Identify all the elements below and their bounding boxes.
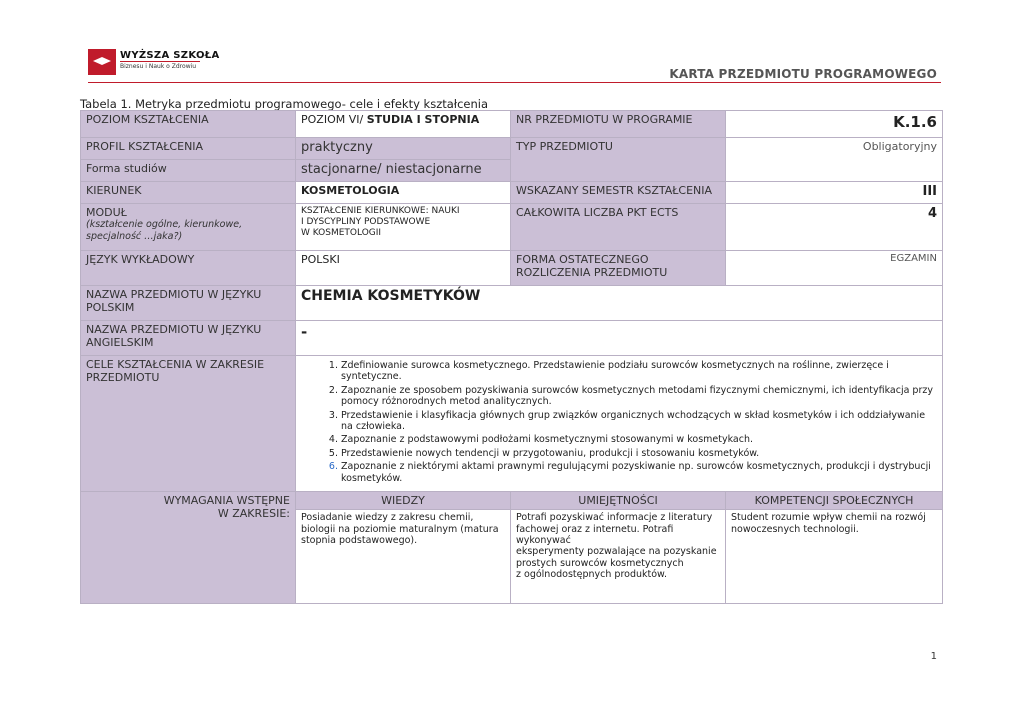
- kierunek-value: KOSMETOLOGIA: [296, 182, 511, 204]
- school-logo: [88, 47, 220, 77]
- cele-list-cell: [296, 356, 943, 492]
- kierunek-label: KIERUNEK: [81, 182, 296, 204]
- forma-value: stacjonarne/ niestacjonarne: [296, 160, 511, 182]
- modul-label: MODUŁ (kształcenie ogólne, kierunkowe, specjalność …jaka?): [81, 204, 296, 251]
- semestr-value: III: [726, 182, 943, 204]
- nazwa-en-label: NAZWA PRZEDMIOTU W JĘZYKU ANGIELSKIM: [81, 321, 296, 356]
- jezyk-label: JĘZYK WYKŁADOWY: [81, 251, 296, 286]
- list-item: 2. Zapoznanie ze sposobem pozyskiwania surowców kosmetycznych metodami fizycznymi chemicznymi, ich identyfikacja przy pomocy różnorodnych metod analitycznych.: [341, 385, 937, 408]
- header-divider: [88, 82, 941, 83]
- wiedzy-text: Posiadanie wiedzy z zakresu chemii, biologii na poziomie maturalnym (matura stopnia podstawowego).: [296, 510, 511, 604]
- logo-line2: Biznesu i Nauk o Zdrowiu: [120, 63, 197, 70]
- nazwa-pl-value: CHEMIA KOSMETYKÓW: [296, 286, 943, 321]
- wymagania-label: WYMAGANIA WSTĘPNE W ZAKRESIE:: [81, 492, 296, 604]
- forma-rozliczenia-label: FORMA OSTATECZNEGO ROZLICZENIA PRZEDMIOTU: [511, 251, 726, 286]
- umiejetnosci-text: Potrafi pozyskiwać informacje z literatury fachowej oraz z internetu. Potrafi wykonywać eksperymenty pozwalające na pozyskanie prostych surowców kosmetycznych z ogólnodostępnych produktów.: [511, 510, 726, 604]
- modul-sublabel: (kształcenie ogólne, kierunkowe, specjalność …jaka?): [86, 219, 243, 242]
- kompetencji-text: Student rozumie wpływ chemii na rozwój nowoczesnych technologii.: [726, 510, 943, 604]
- list-item: 5. Przedstawienie nowych tendencji w przygotowaniu, produkcji i stosowaniu kosmetyków.: [341, 448, 937, 459]
- profil-label: PROFIL KSZTAŁCENIA: [81, 138, 296, 160]
- typ-label: TYP PRZEDMIOTU: [511, 138, 726, 182]
- course-metrics-table: [80, 110, 943, 604]
- nazwa-pl-label: NAZWA PRZEDMIOTU W JĘZYKU POLSKIM: [81, 286, 296, 321]
- ects-value: 4: [726, 204, 943, 251]
- profil-value: praktyczny: [296, 138, 511, 160]
- cele-label: CELE KSZTAŁCENIA W ZAKRESIE PRZEDMIOTU: [81, 356, 296, 492]
- list-item: 3. Przedstawienie i klasyfikacja głównych grup związków organicznych wchodzących w skład kosmetyków i ich oddziaływanie na człowieka.: [341, 410, 937, 433]
- nr-value: K.1.6: [726, 111, 943, 138]
- umiejetnosci-header: UMIEJĘTNOŚCI: [511, 492, 726, 510]
- ects-label: CAŁKOWITA LICZBA PKT ECTS: [511, 204, 726, 251]
- modul-value: KSZTAŁCENIE KIERUNKOWE: NAUKI I DYSCYPLINY PODSTAWOWE W KOSMETOLOGII: [296, 204, 511, 251]
- cele-list: [301, 360, 937, 484]
- typ-value: Obligatoryjny: [726, 138, 943, 182]
- kompetencji-header: KOMPETENCJI SPOŁECZNYCH: [726, 492, 943, 510]
- jezyk-value: POLSKI: [296, 251, 511, 286]
- list-item: 1. Zdefiniowanie surowca kosmetycznego. Przedstawienie podziału surowców kosmetycznych na roślinne, zwierzęce i syntetyczne.: [341, 360, 937, 383]
- nr-label: NR PRZEDMIOTU W PROGRAMIE: [511, 111, 726, 138]
- wiedzy-header: WIEDZY: [296, 492, 511, 510]
- forma-label: Forma studiów: [81, 160, 296, 182]
- poziom-label: POZIOM KSZTAŁCENIA: [81, 111, 296, 138]
- list-item: 6. Zapoznanie z niektórymi aktami prawnymi regulującymi pozyskiwanie np. surowców kosmetycznych, produkcji i dystrybucji kosmetyków.: [341, 461, 937, 484]
- nazwa-en-value: -: [296, 321, 943, 356]
- table-caption: Tabela 1. Metryka przedmiotu programowego- cele i efekty kształcenia: [80, 97, 488, 111]
- logo-line1: WYŻSZA SZKOŁA: [120, 50, 220, 61]
- list-item: 4. Zapoznanie z podstawowymi podłożami kosmetycznymi stosowanymi w kosmetykach.: [341, 434, 937, 445]
- page-number: 1: [930, 651, 937, 662]
- graduation-cap-icon: [88, 49, 116, 75]
- semestr-label: WSKAZANY SEMESTR KSZTAŁCENIA: [511, 182, 726, 204]
- forma-rozliczenia-value: EGZAMIN: [726, 251, 943, 286]
- poziom-value: POZIOM VI/ STUDIA I STOPNIA: [296, 111, 511, 138]
- document-title: KARTA PRZEDMIOTU PROGRAMOWEGO: [669, 67, 937, 81]
